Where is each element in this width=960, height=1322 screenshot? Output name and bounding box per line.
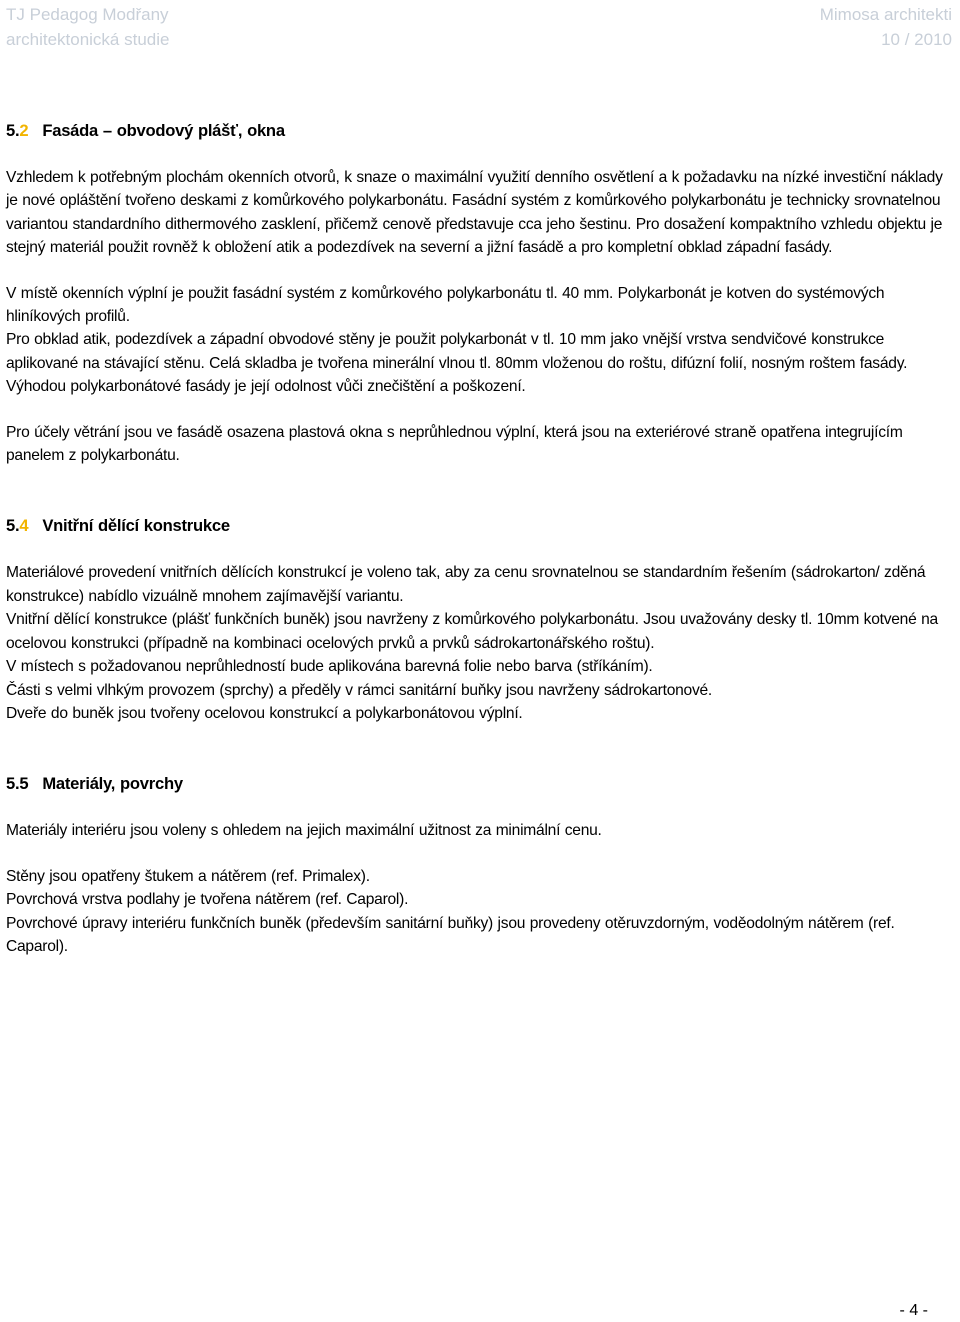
header-date: 10 / 2010 (881, 30, 952, 49)
header-row-2 (6, 27, 952, 52)
paragraph-materials-intro: Materiály interiéru jsou voleny s ohledem na jejich maximální užitnost za minimální cenu. (6, 822, 602, 840)
section-title: Vnitřní dělící konstrukce (42, 516, 230, 536)
paragraph-opaque-areas: V místech s požadovanou neprůhledností bude aplikována barevná folie nebo barva (stříkáním). (6, 658, 653, 676)
section-heading-partitions (6, 513, 952, 539)
section-number-accent: 4 (19, 516, 29, 536)
section-heading-facade (6, 118, 952, 144)
paragraph-partition-materials: Materiálové provedení vnitřních dělících konstrukcí je voleno tak, aby za cenu srovnatelnou se standardním řešením (sádrokarton/ zděná konstrukce) nabídlo vizuálně mnohem zajímavější variantu. (6, 564, 926, 605)
section-number-accent: 2 (19, 121, 29, 140)
paragraph-wet-areas: Části s velmi vlhkým provozem (sprchy) a předěly v rámci sanitární buňky jsou navrženy sádrokartonové. (6, 681, 713, 699)
paragraph-cell-surfaces: Povrchové úpravy interiéru funkčních buněk (především sanitární buňky) jsou provedeny otěruvzdorným, voděodolným nátěrem (ref. Caparol). (6, 914, 895, 955)
section-title: Fasáda – obvodový plášť, okna (42, 121, 285, 140)
paragraph-doors: Dveře do buněk jsou tvořeny ocelovou konstrukcí a polykarbonátovou výplní. (6, 704, 523, 722)
page-header (6, 2, 952, 52)
section-title: Materiály, povrchy (42, 774, 183, 794)
section-heading-materials (6, 771, 952, 797)
paragraph-ventilation: Pro účely větrání jsou ve fasádě osazena plastová okna s neprůhlednou výplní, která jsou na exteriérové straně opatřena integrujícím panelem z polykarbonátu. (6, 423, 903, 465)
paragraph-window-infill: V místě okenních výplní je použit fasádní systém z komůrkového polykarbonátu tl. 40 mm. Polykarbonát je kotven do systémových hliníkových profilů. (6, 284, 885, 326)
document-body (6, 118, 952, 958)
paragraph-walls: Stěny jsou opatřeny štukem a nátěrem (ref. Primalex). (6, 867, 370, 885)
page-number: - 4 - (899, 1302, 928, 1319)
section-number: 5.5 (6, 774, 29, 794)
header-studio-name: Mimosa architekti (819, 5, 952, 24)
partitions-text-block (6, 561, 952, 725)
paragraph-facade-intro: Vzhledem k potřebným plochám okenních otvorů, k snaze o maximální využití denního osvětlení a k požadavku na nízké investiční náklady je nové opláštění tvořeno deskami z komůrkového polykarbonátu. Fasádní systém z komůrkového polykarbonátu je technicky srovnatelnou variantou standardního dithermového zasklení, přičemž cenově představuje cca jeho šestinu. Pro dosažení kompaktního vzhledu objektu je stejný materiál použit rovněž k obložení atik a podezdívek na severní a jižní fasádě a pro kompletní obklad západní fasády. (6, 169, 943, 257)
header-client-name: TJ Pedagog Modřany (6, 5, 169, 24)
header-row-1 (6, 2, 952, 27)
header-document-type: architektonická studie (6, 30, 170, 49)
paragraph-partition-construction: Vnitřní dělící konstrukce (plášť funkčních buněk) jsou navrženy z komůrkového polykarbonátu. Jsou uvažovány desky tl. 10mm kotvené na ocelovou konstrukci (případně na kombinaci ocelových prvků a prvků sádrokartonářského roštu). (6, 611, 938, 652)
section-number-main: 5. (6, 516, 20, 536)
section-number-main: 5. (6, 121, 20, 140)
paragraph-floor: Povrchová vrstva podlahy je tvořena nátěrem (ref. Caparol). (6, 891, 409, 909)
paragraph-cladding: Pro obklad atik, podezdívek a západní obvodové stěny je použit polykarbonát v tl. 10 mm jako vnější vrstva sendvičové konstrukce aplikované na stávající stěnu. Celá skladba je tvořena minerální vlnou tl. 80mm vloženou do roštu, difúzní folií, nosným roštem fasády. Výhodou polykarbonátové fasády je její odolnost vůči znečištění a poškození. (6, 331, 908, 396)
